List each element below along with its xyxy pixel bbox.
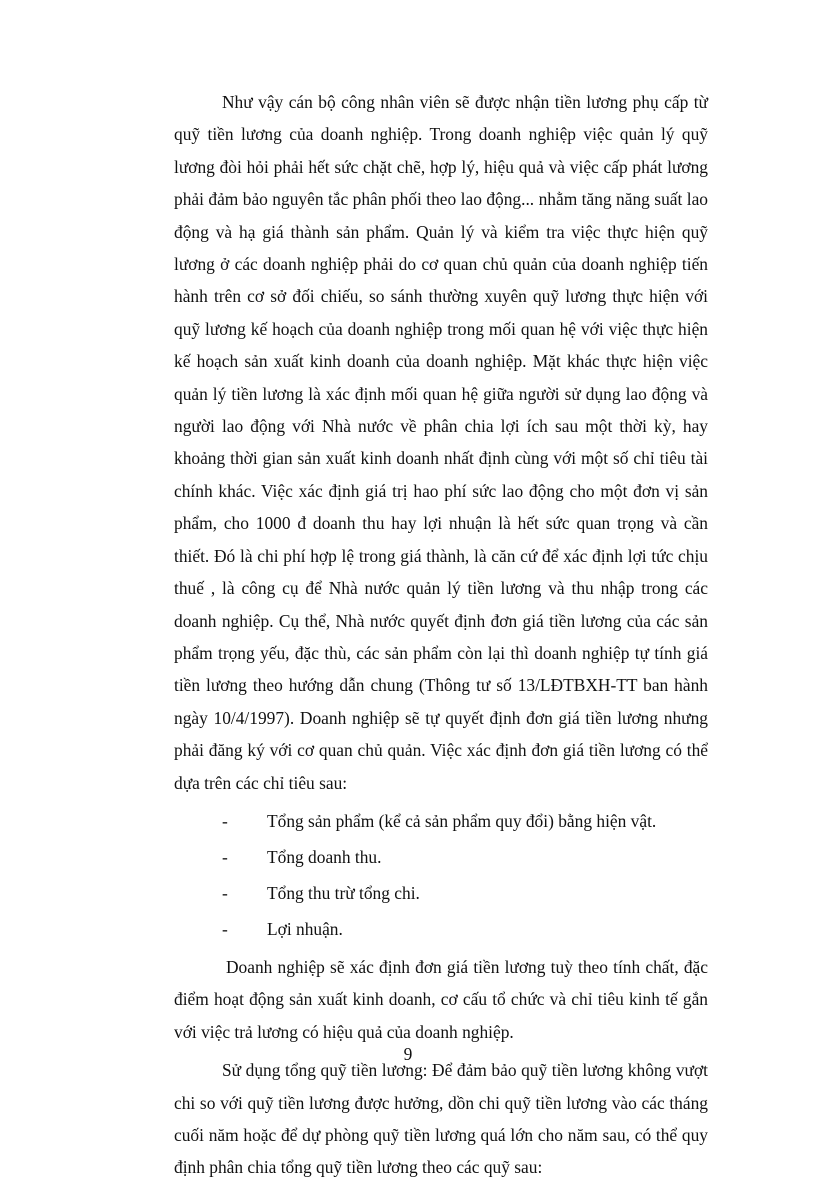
paragraph-2: Doanh nghiệp sẽ xác định đơn giá tiền lương tuỳ theo tính chất, đặc điểm hoạt động sản xuất kinh doanh, cơ cấu tổ chức và chỉ tiêu kinh tế gắn với việc trả lương có hiệu quả của doanh nghiệp. [174, 956, 708, 1042]
list-item [174, 875, 708, 911]
list-item [174, 839, 708, 875]
paragraph-3: Sử dụng tổng quỹ tiền lương: Để đảm bảo quỹ tiền lương không vượt chi so với quỹ tiền lương được hưởng, dồn chi quỹ tiền lương vào các tháng cuối năm hoặc để dự phòng quỹ tiền lương quá lớn cho năm sau, có thể quy định phân chia tổng quỹ tiền lương theo các quỹ sau: [174, 1060, 708, 1178]
list-item-text: Tổng thu trừ tổng chi. [267, 882, 420, 903]
list-bullet: - [222, 918, 228, 939]
list-bullet: - [222, 882, 228, 903]
criteria-list [174, 803, 708, 947]
list-item [174, 803, 708, 839]
paragraph-1: Như vậy cán bộ công nhân viên sẽ được nhận tiền lương phụ cấp từ quỹ tiền lương của doanh nghiệp. Trong doanh nghiệp việc quản lý quỹ lương đòi hỏi phải hết sức chặt chẽ, hợp lý, hiệu quả và việc cấp phát lương phải đảm bảo nguyên tắc phân phối theo lao động... nhằm tăng năng suất lao động và hạ giá thành sản phẩm. Quản lý và kiểm tra việc thực hiện quỹ lương ở các doanh nghiệp phải do cơ quan chủ quản của doanh nghiệp tiến hành trên cơ sở đối chiếu, so sánh thường xuyên quỹ lương thực hiện với quỹ lương kế hoạch của doanh nghiệp trong mối quan hệ với việc thực hiện kế hoạch sản xuất kinh doanh của doanh nghiệp. Mặt khác thực hiện việc quản lý tiền lương là xác định mối quan hệ giữa người sử dụng lao động và người lao động với Nhà nước về phân chia lợi ích sau một thời kỳ, hay khoảng thời gian sản xuất kinh doanh nhất định cùng với một số chỉ tiêu tài chính khác. Việc xác định giá trị hao phí sức lao động cho một đơn vị sản phẩm, cho 1000 đ doanh thu hay lợi nhuận là hết sức quan trọng và cần thiết. Đó là chi phí hợp lệ trong giá thành, là căn cứ để xác định lợi tức chịu thuế , là công cụ để Nhà nước quản lý tiền lương và thu nhập trong các doanh nghiệp. Cụ thể, Nhà nước quyết định đơn giá tiền lương của các sản phẩm trọng yếu, đặc thù, các sản phẩm còn lại thì doanh nghiệp tự tính giá tiền lương theo hướng dẫn chung (Thông tư số 13/LĐTBXH-TT ban hành ngày 10/4/1997). Doanh nghiệp sẽ tự quyết định đơn giá tiền lương nhưng phải đăng ký với cơ quan chủ quản. Việc xác định đơn giá tiền lương có thể dựa trên các chỉ tiêu sau: [174, 92, 708, 793]
list-item-text: Tổng doanh thu. [267, 846, 382, 867]
body-text [174, 86, 708, 1184]
list-item-text: Lợi nhuận. [267, 918, 343, 939]
page-number: 9 [403, 1044, 413, 1064]
list-item-text: Tổng sản phẩm (kể cả sản phẩm quy đổi) bằng hiện vật. [267, 810, 657, 831]
list-item [174, 911, 708, 947]
list-bullet: - [222, 846, 228, 867]
list-bullet: - [222, 810, 228, 831]
